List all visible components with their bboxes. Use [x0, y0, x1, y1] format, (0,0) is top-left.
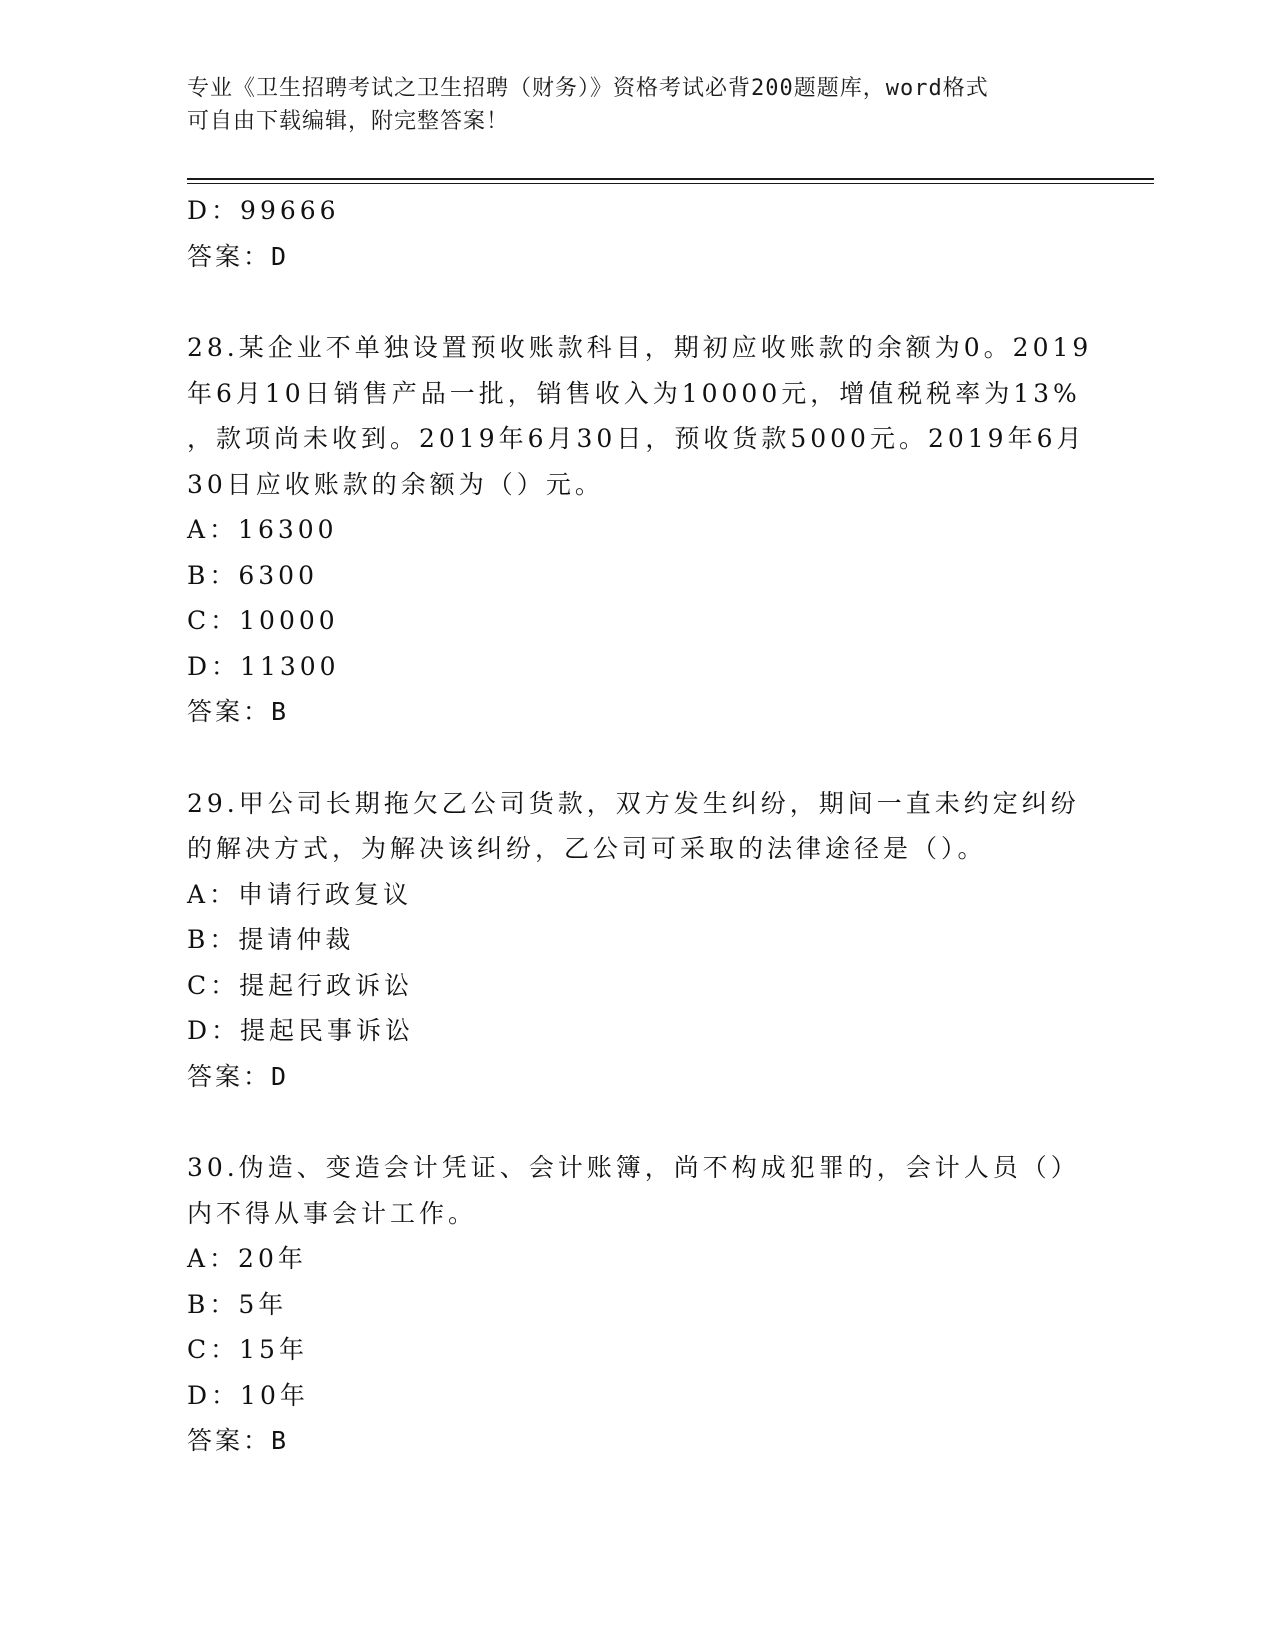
stem-line: 30.伪造、变造会计凭证、会计账簿，尚不构成犯罪的，会计人员（） [187, 1153, 1080, 1182]
stem-line: 30日应收账款的余额为（）元。 [187, 469, 604, 499]
question-block-30 [187, 1145, 1087, 1464]
option-c: C：提起行政诉讼 [187, 970, 414, 1000]
stem-line: 的解决方式，为解决该纠纷，乙公司可采取的法律途径是（）。 [187, 834, 987, 863]
option-a: A：申请行政复议 [187, 879, 413, 909]
header-divider [187, 178, 1154, 180]
option-a: A：16300 [187, 515, 338, 544]
question-block-28 [187, 325, 1093, 735]
question-stem [187, 325, 1093, 507]
option-b: B：6300 [187, 560, 318, 590]
option-d: D：99666 [187, 196, 340, 225]
question-block-29 [187, 781, 1087, 1100]
stem-line: 内不得从事会计工作。 [187, 1198, 478, 1228]
option-b: B：5年 [187, 1289, 288, 1319]
option-d: D：10年 [187, 1380, 309, 1410]
option-c: C：10000 [187, 606, 339, 635]
option-a: A：20年 [187, 1244, 307, 1273]
question-stem [187, 781, 1087, 872]
answer-label: 答案：B [187, 1426, 290, 1455]
stem-line: 28.某企业不单独设置预收账款科目，期初应收账款的余额为0。2019 [187, 333, 1093, 362]
stem-line: ，款项尚未收到。2019年6月30日，预收货款5000元。2019年6月 [187, 424, 1086, 453]
document-header [187, 72, 1087, 138]
stem-line: 年6月10日销售产品一批，销售收入为10000元，增值税税率为13% [187, 378, 1081, 408]
stem-line: 29.甲公司长期拖欠乙公司货款，双方发生纠纷，期间一直未约定纠纷 [187, 788, 1080, 818]
question-stem [187, 1145, 1087, 1236]
header-line-1: 专业《卫生招聘考试之卫生招聘（财务）》资格考试必背200题题库，word格式 [187, 76, 989, 101]
answer-label: 答案：B [187, 697, 290, 726]
option-d: D：11300 [187, 651, 340, 681]
answer-label: 答案：D [187, 1061, 290, 1091]
option-d: D：提起民事诉讼 [187, 1016, 415, 1045]
header-divider-thin [187, 183, 1154, 184]
header-line-2: 可自由下载编辑，附完整答案！ [187, 109, 510, 134]
question-content [187, 188, 1093, 1464]
option-c: C：15年 [187, 1335, 308, 1364]
option-b: B：提请仲裁 [187, 925, 355, 954]
answer-label: 答案：D [187, 241, 290, 271]
